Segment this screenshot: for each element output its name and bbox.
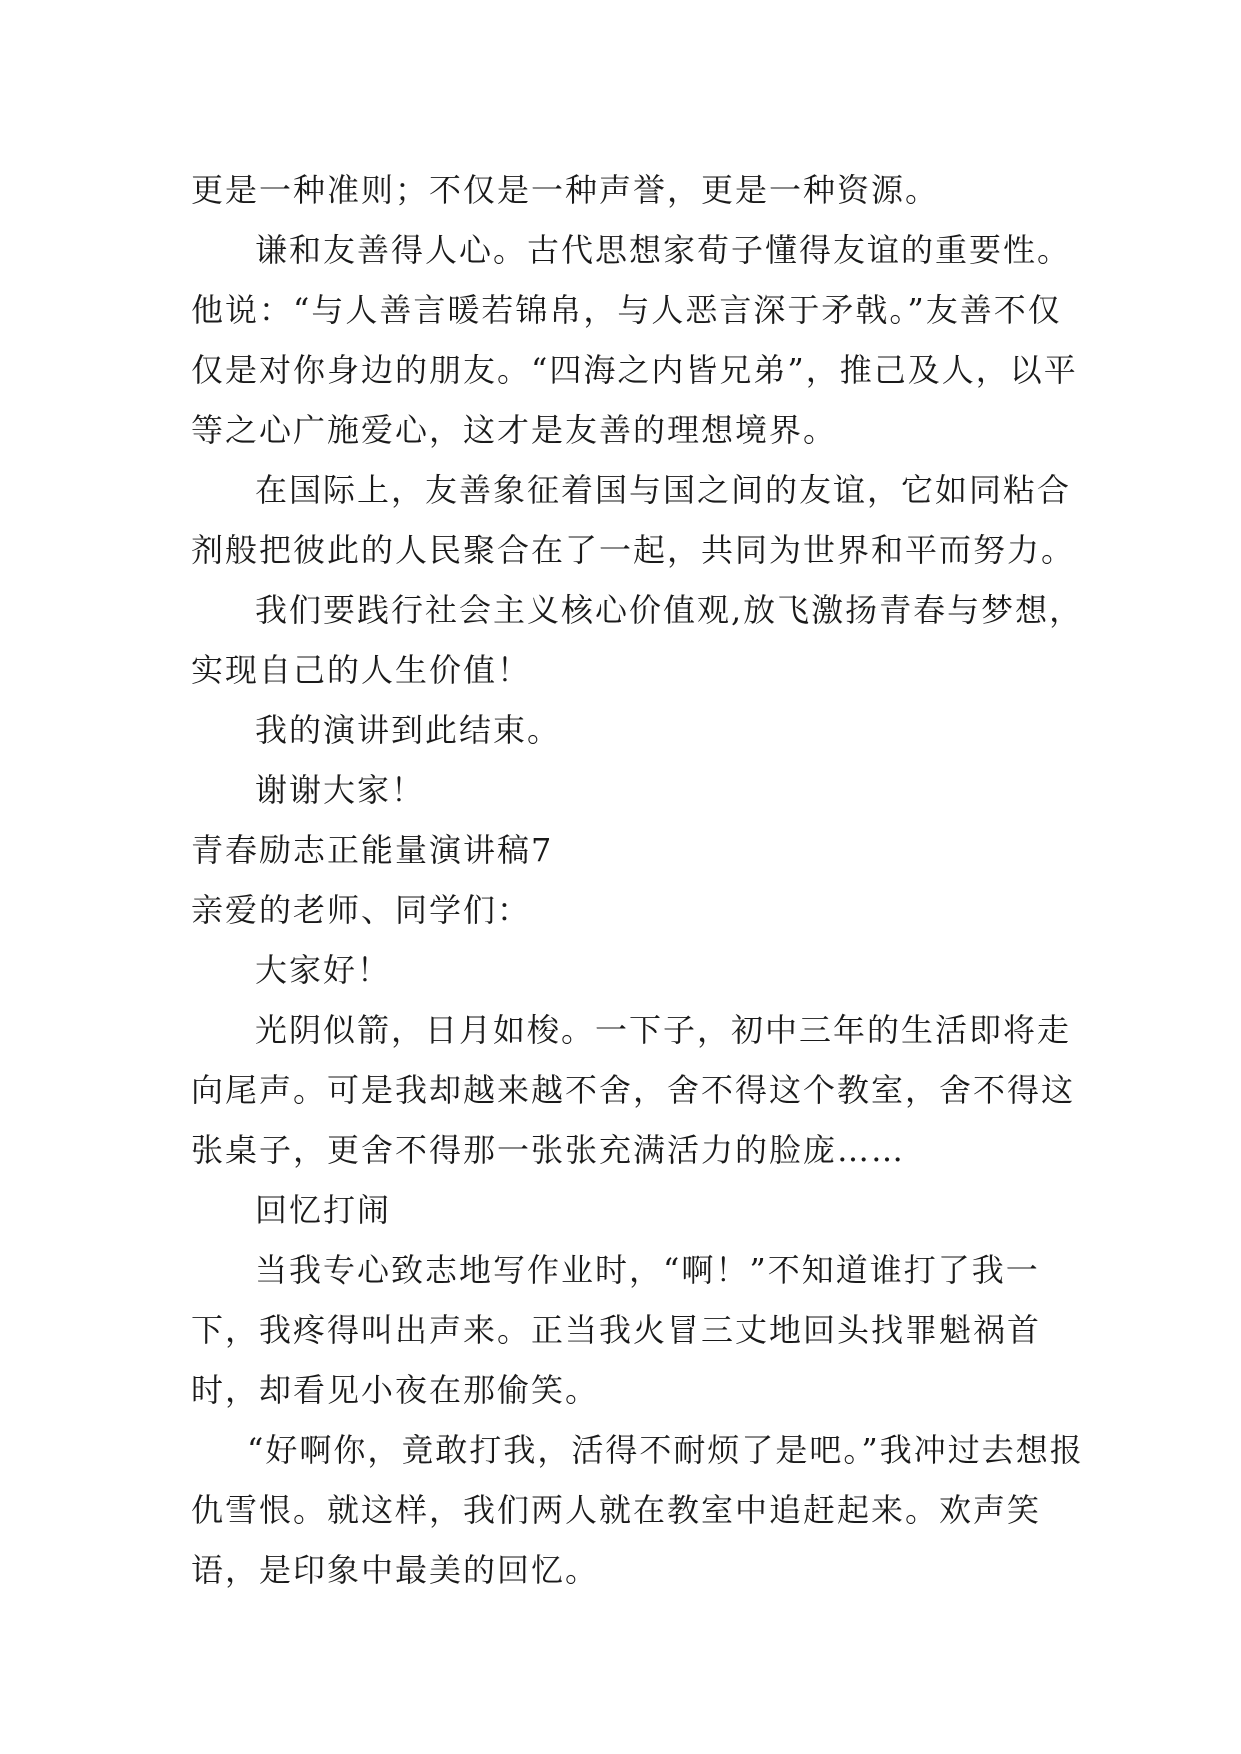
paragraph: 大家好！ <box>255 951 392 989</box>
paragraph: 我们要践行社会主义核心价值观,放飞激扬青春与梦想，实现自己的人生价值！ <box>191 591 1084 689</box>
paragraph: 我的演讲到此结束。 <box>255 711 562 749</box>
paragraph: 回忆打闹 <box>255 1191 392 1229</box>
paragraph: 谦和友善得人心。古代思想家荀子懂得友谊的重要性。他说：“与人善言暖若锦帛，与人恶言深于矛戟。”友善不仅仅是对你身边的朋友。“四海之内皆兄弟”，推己及人，以平等之心广施爱心，这才是友善的理想境界。 <box>191 231 1078 449</box>
paragraph: 当我专心致志地写作业时，“啊！”不知道谁打了我一下，我疼得叫出声来。正当我火冒三丈地回头找罪魁祸首时，却看见小夜在那偷笑。 <box>191 1251 1042 1409</box>
paragraph: 更是一种准则；不仅是一种声誉，更是一种资源。 <box>191 171 940 209</box>
paragraph: 在国际上，友善象征着国与国之间的友谊，它如同粘合剂般把彼此的人民聚合在了一起，共同为世界和平而努力。 <box>191 471 1076 569</box>
paragraph: 谢谢大家！ <box>255 771 426 809</box>
paragraph: “好啊你，竟敢打我，活得不耐烦了是吧。”我冲过去想报仇雪恨。就这样，我们两人就在教室中追赶起来。欢声笑语，是印象中最美的回忆。 <box>191 1431 1084 1589</box>
section-heading: 青春励志正能量演讲稿7 <box>191 831 554 869</box>
salutation: 亲爱的老师、同学们： <box>191 891 532 929</box>
document-body <box>191 160 1091 1600</box>
paragraph: 光阴似箭，日月如梭。一下子，初中三年的生活即将走向尾声。可是我却越来越不舍，舍不得这个教室，舍不得这张桌子，更舍不得那一张张充满活力的脸庞…… <box>191 1011 1076 1169</box>
